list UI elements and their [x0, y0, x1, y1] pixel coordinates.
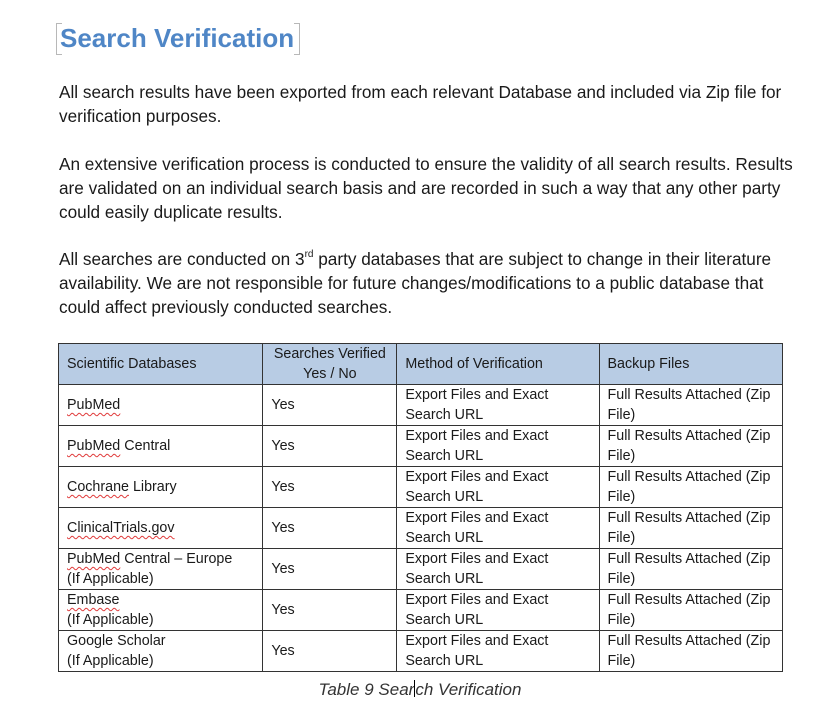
table-body — [59, 385, 783, 672]
table-header-row — [59, 344, 783, 385]
page-title[interactable]: Search Verification — [60, 23, 295, 53]
paragraph-export[interactable]: All search results have been exported from each relevant Database and included via Zip file for verification purposes. — [59, 82, 782, 126]
cell-database[interactable] — [59, 549, 263, 590]
database-name: PubMed Central — [67, 438, 171, 454]
database-name: Cochrane Library — [67, 479, 177, 495]
cell-database[interactable] — [59, 467, 263, 508]
header-backup-files[interactable]: Backup Files — [599, 344, 782, 385]
spellcheck-flagged-word: PubMed — [67, 397, 121, 413]
header-scientific-databases[interactable]: Scientific Databases — [59, 344, 263, 385]
table-row — [59, 385, 783, 426]
database-name — [67, 518, 254, 538]
cell-verified[interactable]: Yes — [263, 631, 397, 672]
cell-backup[interactable]: Full Results Attached (Zip File) — [599, 467, 782, 508]
cell-method[interactable]: Export Files and Exact Search URL — [397, 385, 599, 426]
header-method-of-verification[interactable]: Method of Verification — [397, 344, 599, 385]
cell-verified[interactable]: Yes — [263, 385, 397, 426]
paragraph-verification-process[interactable]: An extensive verification process is conducted to ensure the validity of all search results. Results are validated on an individual search basis and are recorded in such a way that any other party could easily duplicate results. — [59, 154, 793, 222]
cell-verified[interactable]: Yes — [263, 467, 397, 508]
database-name: PubMed Central – Europe — [67, 551, 233, 567]
cell-method[interactable]: Export Files and Exact Search URL — [397, 508, 599, 549]
spellcheck-flagged-word: Embase — [67, 592, 120, 608]
table-row — [59, 426, 783, 467]
cell-backup[interactable]: Full Results Attached (Zip File) — [599, 508, 782, 549]
cell-verified[interactable]: Yes — [263, 549, 397, 590]
paragraph-third-party-rest: party databases that are subject to change in their literature availability. We are not responsible for future changes/modifications to a public database that could affect previously conducted searches. — [59, 249, 772, 317]
cell-backup[interactable]: Full Results Attached (Zip File) — [599, 590, 782, 631]
table-row — [59, 590, 783, 631]
verification-table[interactable] — [58, 343, 783, 672]
cell-database[interactable] — [59, 426, 263, 467]
spellcheck-flagged-word: ClinicalTrials.gov — [67, 520, 175, 536]
database-name — [67, 395, 254, 415]
database-note: (If Applicable) — [67, 571, 154, 587]
spellcheck-flagged-word: PubMed — [67, 438, 121, 454]
cell-method[interactable]: Export Files and Exact Search URL — [397, 549, 599, 590]
cell-backup[interactable]: Full Results Attached (Zip File) — [599, 549, 782, 590]
cell-method[interactable]: Export Files and Exact Search URL — [397, 426, 599, 467]
field-bracket-right — [294, 23, 300, 55]
cell-backup[interactable]: Full Results Attached (Zip File) — [599, 385, 782, 426]
heading-container[interactable] — [58, 21, 296, 55]
table-row — [59, 631, 783, 672]
table-row — [59, 549, 783, 590]
cell-database[interactable] — [59, 590, 263, 631]
table-row — [59, 467, 783, 508]
field-bracket-left — [56, 23, 62, 55]
cell-method[interactable]: Export Files and Exact Search URL — [397, 467, 599, 508]
spellcheck-flagged-word: PubMed — [67, 551, 121, 567]
cell-database[interactable] — [59, 508, 263, 549]
cell-method[interactable]: Export Files and Exact Search URL — [397, 631, 599, 672]
caption-text-start: Table 9 Sear — [318, 680, 415, 699]
cell-verified[interactable]: Yes — [263, 590, 397, 631]
database-name — [67, 590, 254, 610]
spellcheck-flagged-word: Cochrane — [67, 479, 129, 495]
cell-verified[interactable]: Yes — [263, 508, 397, 549]
database-note: (If Applicable) — [67, 612, 154, 628]
cell-method[interactable]: Export Files and Exact Search URL — [397, 590, 599, 631]
cell-database[interactable] — [59, 385, 263, 426]
header-searches-verified[interactable]: Searches Verified Yes / No — [263, 344, 397, 385]
cell-verified[interactable]: Yes — [263, 426, 397, 467]
paragraph-third-party-start: All searches are conducted on 3 — [59, 249, 305, 269]
paragraph-third-party[interactable] — [59, 247, 799, 319]
caption-text-end: ch Verification — [415, 680, 522, 699]
database-name: Google Scholar — [67, 633, 166, 649]
cell-database[interactable] — [59, 631, 263, 672]
cell-backup[interactable]: Full Results Attached (Zip File) — [599, 631, 782, 672]
table-row — [59, 508, 783, 549]
table-caption[interactable] — [0, 680, 830, 700]
ordinal-superscript: rd — [304, 249, 314, 261]
database-note: (If Applicable) — [67, 653, 154, 669]
cell-backup[interactable]: Full Results Attached (Zip File) — [599, 426, 782, 467]
